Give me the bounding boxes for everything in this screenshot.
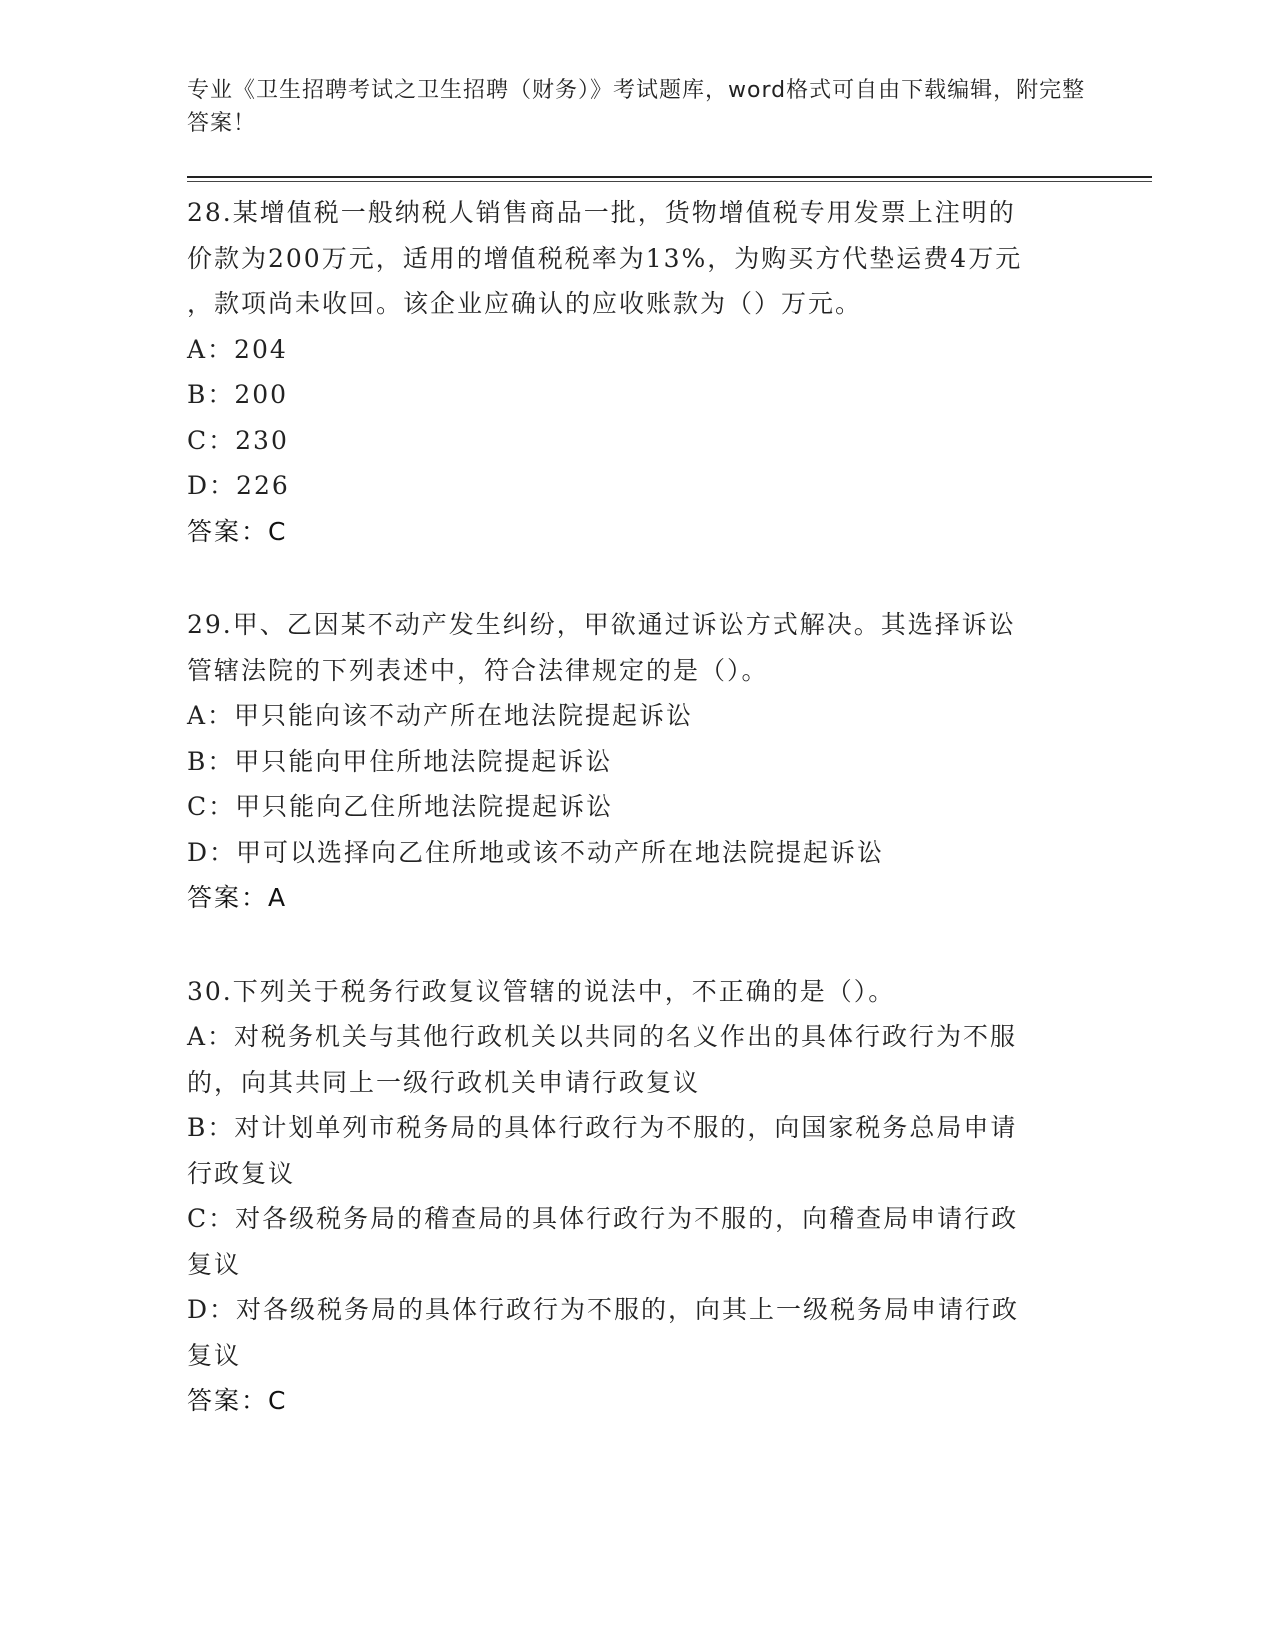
- option-a: A：对税务机关与其他行政机关以共同的名义作出的具体行政行为不服: [187, 1022, 1018, 1051]
- option-c: C：甲只能向乙住所地法院提起诉讼: [187, 792, 614, 821]
- option-a-continued: 的，向其共同上一级行政机关申请行政复议: [187, 1067, 701, 1097]
- header-divider-thick: [187, 176, 1152, 178]
- stem-line: 30.下列关于税务行政复议管辖的说法中，不正确的是（）。: [187, 976, 896, 1006]
- header-divider-thin: [187, 181, 1152, 182]
- stem-line: 28.某增值税一般纳税人销售商品一批，货物增值税专用发票上注明的: [187, 198, 1016, 227]
- stem-line: ，款项尚未收回。该企业应确认的应收账款为（）万元。: [187, 289, 863, 318]
- stem-line: 价款为200万元，适用的增值税税率为13%，为购买方代垫运费4万元: [187, 243, 1023, 273]
- option-b: B：对计划单列市税务局的具体行政行为不服的，向国家税务总局申请: [187, 1113, 1018, 1142]
- option-c: C：对各级税务局的稽查局的具体行政行为不服的，向稽查局申请行政: [187, 1204, 1019, 1233]
- option-d: D：对各级税务局的具体行政行为不服的，向其上一级税务局申请行政: [187, 1295, 1020, 1324]
- option-c: C：230: [187, 425, 289, 455]
- document-header: 专业《卫生招聘考试之卫生招聘（财务）》考试题库，word格式可自由下载编辑，附完整答案！: [187, 78, 1086, 136]
- option-a: A：204: [187, 334, 288, 364]
- answer-label: 答案：A: [187, 883, 288, 912]
- stem-line: 管辖法院的下列表述中，符合法律规定的是（）。: [187, 655, 769, 685]
- option-b: B：甲只能向甲住所地法院提起诉讼: [187, 746, 613, 776]
- question-28: [187, 190, 1087, 554]
- stem-line: 29.甲、乙因某不动产发生纠纷，甲欲通过诉讼方式解决。其选择诉讼: [187, 610, 1016, 639]
- option-a: A：甲只能向该不动产所在地法院提起诉讼: [187, 701, 694, 730]
- option-c-continued: 复议: [187, 1249, 242, 1279]
- question-29: [187, 602, 1087, 921]
- option-b: B：200: [187, 380, 289, 409]
- option-d: D：226: [187, 471, 290, 500]
- answer-label: 答案：C: [187, 516, 288, 546]
- question-stem: [187, 190, 1087, 327]
- answer-label: 答案：C: [187, 1386, 288, 1415]
- question-stem: [187, 969, 1087, 1015]
- option-d-continued: 复议: [187, 1340, 242, 1370]
- question-30: [187, 969, 1087, 1424]
- option-b-continued: 行政复议: [187, 1158, 296, 1188]
- question-list: [187, 190, 1087, 1472]
- option-d: D：甲可以选择向乙住所地或该不动产所在地法院提起诉讼: [187, 837, 885, 867]
- question-stem: [187, 602, 1087, 693]
